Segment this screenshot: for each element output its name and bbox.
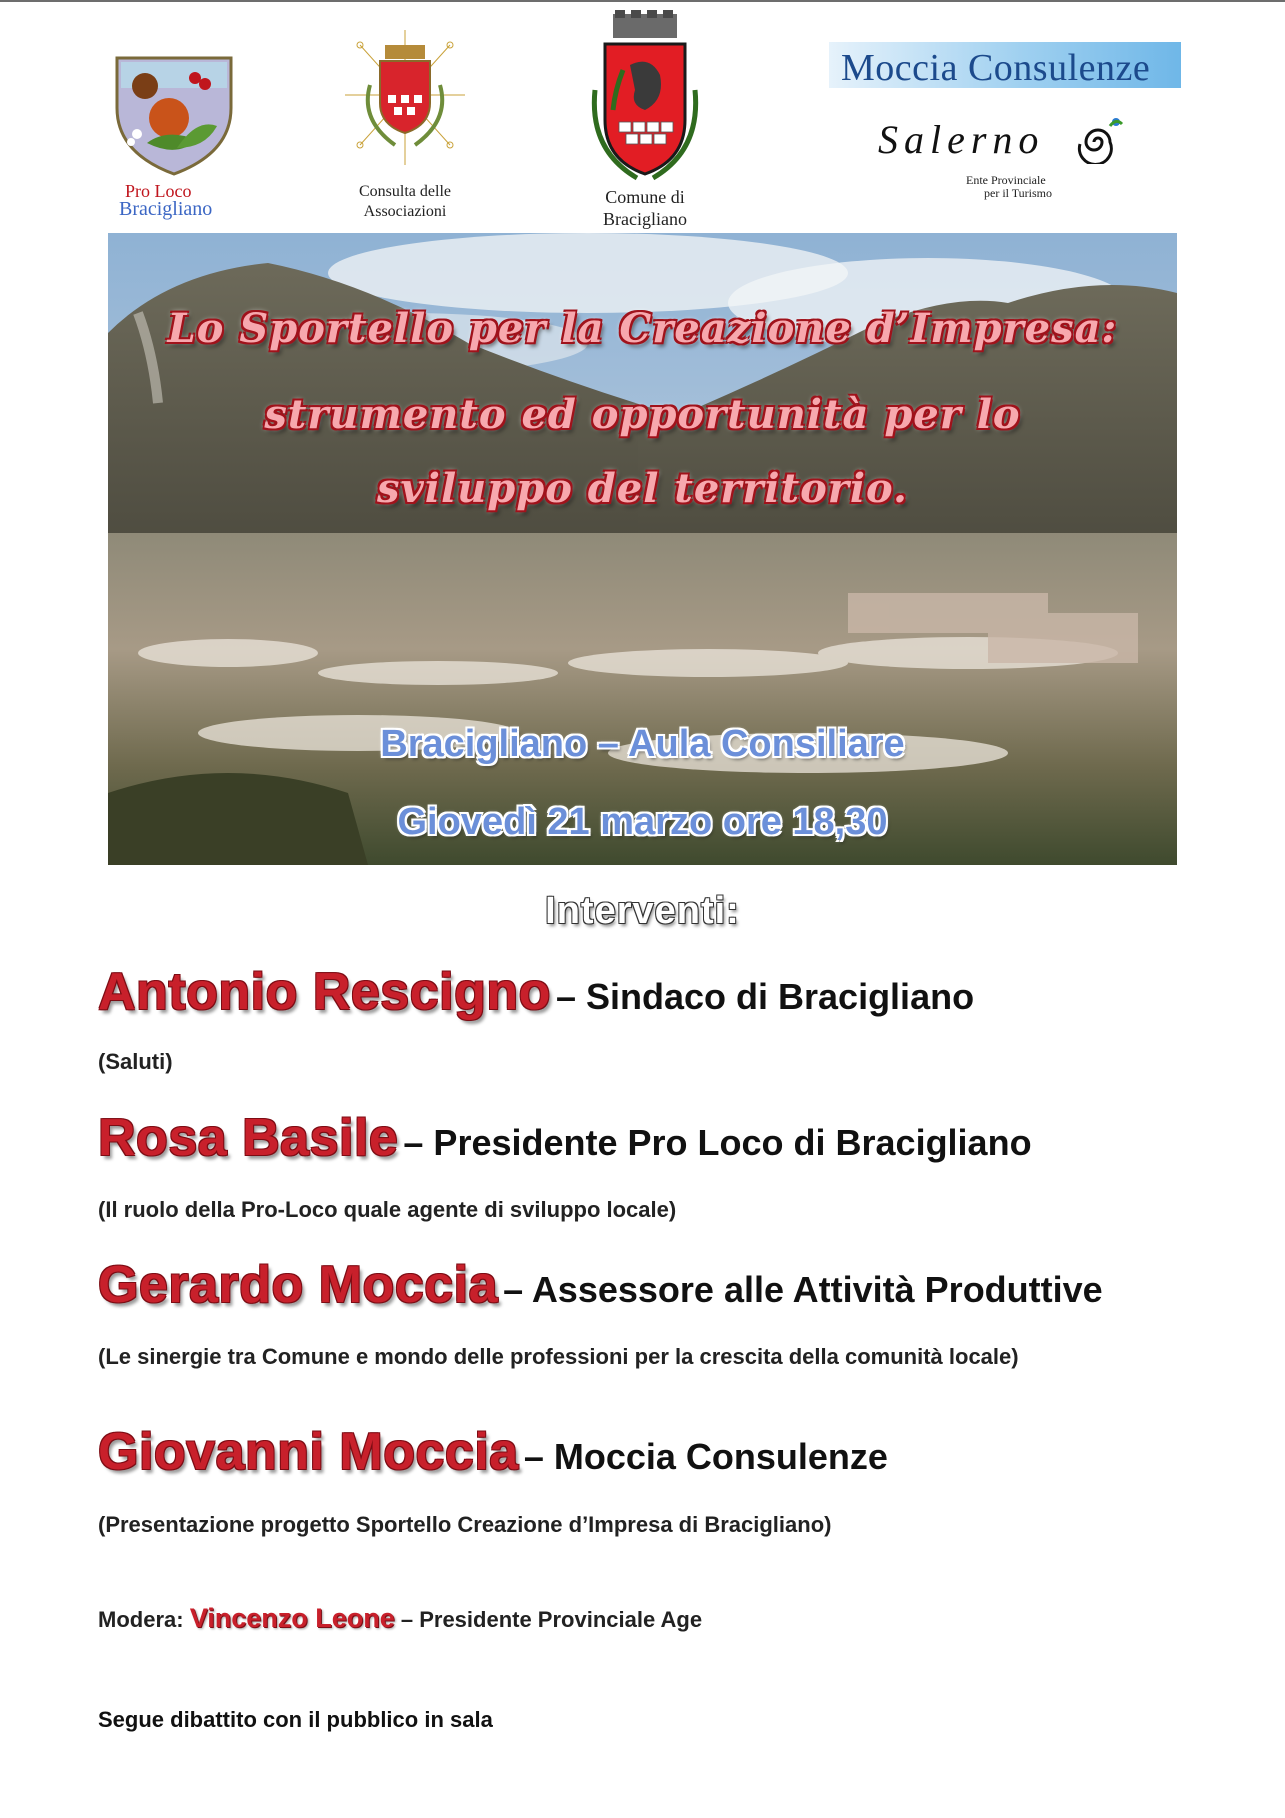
speaker-role: – Moccia Consulenze bbox=[523, 1436, 888, 1477]
moderator-line bbox=[98, 1603, 702, 1634]
speaker-4-note: (Presentazione progetto Sportello Creazione d’Impresa di Bracigliano) bbox=[98, 1512, 832, 1537]
moderator-name: Vincenzo Leone bbox=[189, 1603, 395, 1633]
speaker-1 bbox=[98, 962, 974, 1022]
consulta-emblem-icon bbox=[340, 25, 470, 175]
consulta-line2: Associazioni bbox=[363, 203, 447, 220]
speaker-role: – Presidente Pro Loco di Bracigliano bbox=[403, 1122, 1032, 1163]
comune-line2: Bracigliano bbox=[603, 209, 687, 229]
moccia-logo-text: Moccia Consulenze bbox=[841, 47, 1151, 89]
salerno-sub-text bbox=[966, 174, 1116, 199]
speaker-name: Rosa Basile bbox=[98, 1109, 399, 1167]
speaker-2 bbox=[98, 1108, 1032, 1168]
interventi-heading: Interventi: bbox=[545, 890, 740, 932]
speaker-role: – Assessore alle Attività Produttive bbox=[503, 1269, 1103, 1310]
speaker-name: Gerardo Moccia bbox=[98, 1256, 499, 1314]
comune-logo bbox=[575, 10, 715, 230]
salerno-tourism-logo bbox=[870, 108, 1140, 218]
event-datetime: Giovedì 21 marzo ore 18,30 bbox=[397, 801, 888, 843]
speaker-name: Giovanni Moccia bbox=[98, 1423, 519, 1481]
moderator-role: – Presidente Provinciale Age bbox=[400, 1607, 703, 1632]
pro-loco-logo bbox=[107, 48, 241, 220]
speaker-3-note: (Le sinergie tra Comune e mondo delle professioni per la crescita della comunità locale) bbox=[98, 1344, 1019, 1369]
banner-title-line-1: Lo Sportello per la Creazione d’Impresa: bbox=[167, 305, 1118, 352]
consulta-line1: Consulta delle bbox=[359, 183, 451, 200]
event-location: Bracigliano – Aula Consiliare bbox=[380, 723, 905, 765]
speaker-name: Antonio Rescigno bbox=[98, 963, 551, 1021]
pro-loco-line2: Bracigliano bbox=[119, 198, 213, 220]
comune-coat-of-arms-icon bbox=[575, 10, 715, 185]
pro-loco-shield-icon bbox=[107, 48, 241, 178]
spiral-icon bbox=[1070, 116, 1126, 164]
pro-loco-line1: Pro Loco bbox=[125, 181, 192, 201]
speaker-4 bbox=[98, 1422, 888, 1482]
consulta-logo bbox=[340, 25, 470, 225]
moderator-label: Modera: bbox=[98, 1607, 184, 1632]
salerno-logo-word: Salerno bbox=[878, 117, 1045, 162]
salerno-sub-line1: Ente Provinciale bbox=[966, 173, 1046, 187]
top-border bbox=[0, 0, 1285, 2]
speaker-3 bbox=[98, 1255, 1103, 1315]
speaker-2-note: (Il ruolo della Pro-Loco quale agente di sviluppo locale) bbox=[98, 1197, 677, 1222]
comune-line1: Comune di bbox=[605, 187, 685, 207]
banner-title-line-3: sviluppo del territorio. bbox=[377, 465, 908, 512]
speaker-role: – Sindaco di Bracigliano bbox=[555, 976, 975, 1017]
closing-note: Segue dibattito con il pubblico in sala bbox=[98, 1707, 493, 1732]
salerno-sub-line2: per il Turismo bbox=[984, 185, 1053, 200]
banner-title-line-2: strumento ed opportunità per lo bbox=[264, 391, 1021, 438]
moccia-consulenze-logo bbox=[829, 42, 1181, 88]
speaker-1-note: (Saluti) bbox=[98, 1049, 173, 1074]
event-banner bbox=[108, 233, 1177, 865]
